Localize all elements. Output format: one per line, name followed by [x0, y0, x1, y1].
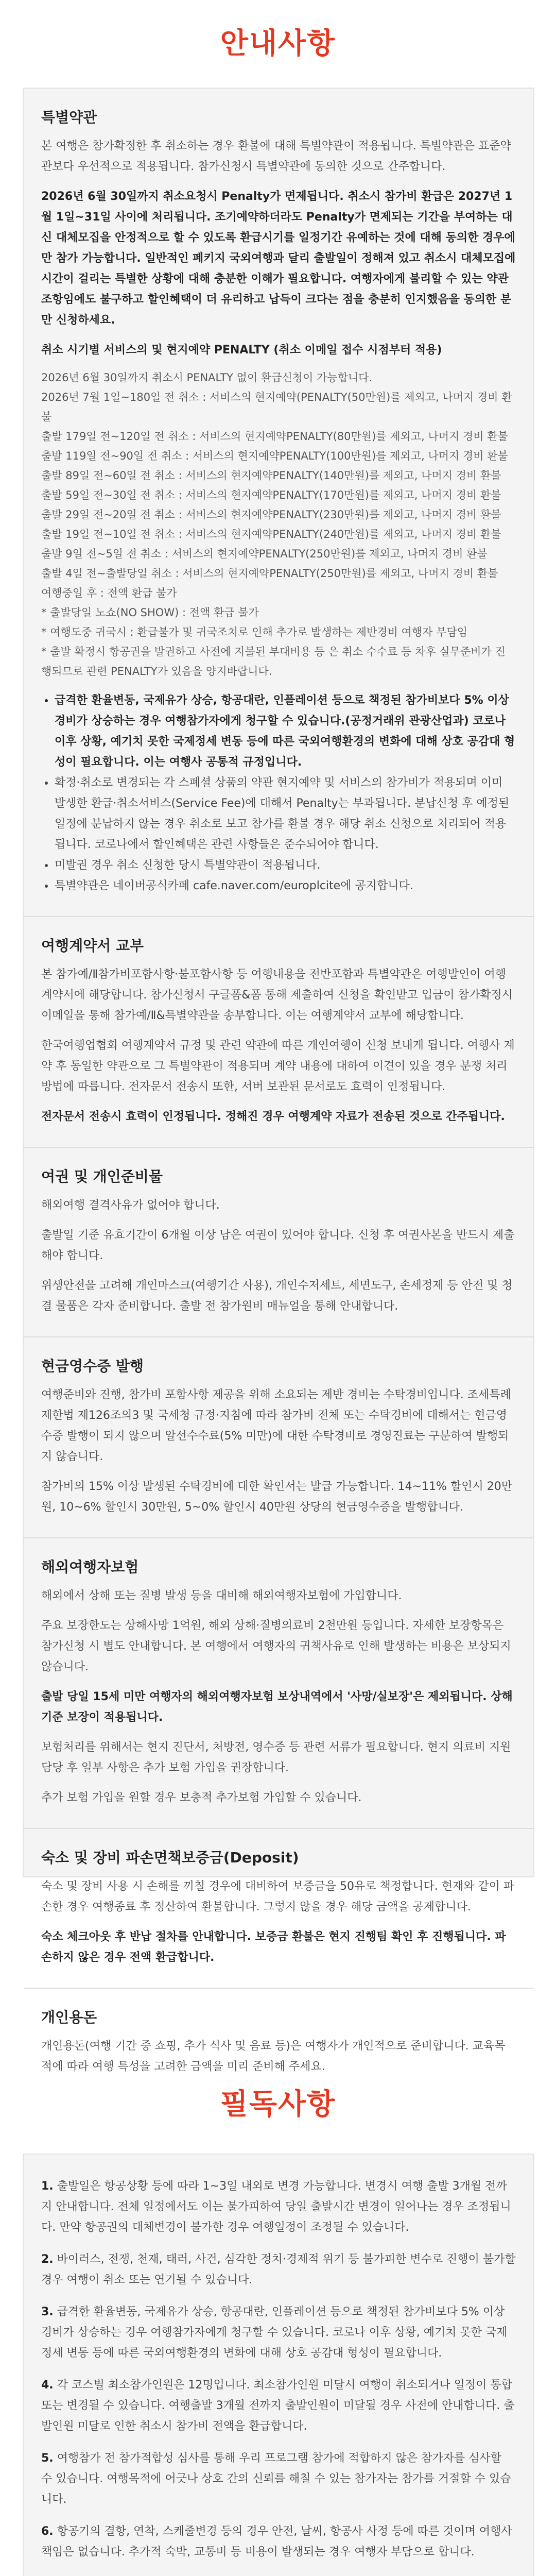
- special-heading: 특별약관: [41, 109, 97, 126]
- personal-p1: 개인용돈(여행 기간 중 쇼핑, 추가 식사 및 음료 등)은 여행자가 개인적으로 준비합니다. 교육목적에 따라 여행 특성을 고려한 금액을 미리 준비해 주세요.: [41, 2040, 506, 2073]
- rule-item: 출발 4일 전~출발당일 취소 : 서비스의 현지예약PENALTY(250만원)를 제외고, 나머지 경비 환불: [41, 567, 498, 580]
- receipt-p2: 참가비의 15% 이상 발생된 수탁경비에 대한 확인서는 발급 가능합니다. 14~11% 할인시 20만원, 10~6% 할인시 30만원, 5~0% 할인시 40만원 상당의 현금영수증을 발행합니다.: [41, 1480, 512, 1514]
- insurance-section: [24, 1586, 533, 1808]
- must-item: 6. 항공기의 결항, 연착, 스케줄변경 등의 경우 안전, 날씨, 항공사 사정 등에 따른 것이며 여행사 책임은 없습니다. 추가적 숙박, 교통비 등 비용이 발생되는 경우 여행자 부담으로 합니다.: [41, 2525, 512, 2558]
- special-bullets: [41, 690, 516, 896]
- rule-item: 2026년 6월 30일까지 취소시 PENALTY 없이 환급신청이 가능합니다.: [41, 371, 373, 384]
- must-item: 1. 출발일은 항공상황 등에 따라 1~3일 내외로 변경 가능합니다. 변경시 여행 출발 3개월 전까지 안내합니다. 전체 일정에서도 이는 불가피하여 당일 출발시간 변경이 일어나는 경우 조정됩니다. 만약 항공권의 대체변경이 불가한 경우 여행일정이 조정될 수 있습니다.: [41, 2180, 511, 2234]
- rules-list: [41, 368, 516, 681]
- personal-heading: 개인용돈: [41, 2009, 97, 2026]
- rule-item: 출발 119일 전~90일 전 취소 : 서비스의 현지예약PENALTY(100만원)를 제외고, 나머지 경비 환불: [41, 450, 508, 462]
- special-p1: 본 여행은 참가확정한 후 취소하는 경우 환불에 대해 특별약관이 적용됩니다. 특별약관은 표준약관보다 우선적으로 적용됩니다. 참가신청시 특별약관에 동의한 것으로 간주합니다.: [41, 140, 511, 173]
- rule-item: 출발 89일 전~60일 전 취소 : 서비스의 현지예약PENALTY(140만원)를 제외고, 나머지 경비 환불: [41, 469, 501, 482]
- must-item: 4. 각 코스별 최소참가인원은 12명입니다. 최소참가인원 미달시 여행이 취소되거나 일정이 통합 또는 변경될 수 있습니다. 여행출발 3개월 전까지 출발인원이 미달될 경우 사전에 안내합니다. 출발인원 미달로 인한 취소시 참가비 전액을 환급합니다.: [41, 2379, 515, 2433]
- insurance-p1: 해외에서 상해 또는 질병 발생 등을 대비해 해외여행자보험에 가입합니다.: [41, 1589, 402, 1602]
- deposit-p1: 숙소 및 장비 사용 시 손해를 끼칠 경우에 대비하여 보증금을 50유로 책정합니다. 현재와 같이 파손한 경우 여행종료 후 정산하여 환불합니다. 그렇지 않을 경우 해당 금액을 공제합니다.: [41, 1880, 515, 1913]
- rule-item: * 여행도중 귀국시 : 환급불가 및 귀국조치로 인해 추가로 발생하는 제반경비 여행자 부담임: [41, 626, 467, 638]
- bullet-item: • 확정·취소로 변경되는 각 스폐셜 상품의 약관 현지예약 및 서비스의 참가비가 적용되며 이미 발생한 환급·취소서비스(Service Fee)에 대해서 Penalty는 부과됩니다. 분납신청 후 예정된 일정에 분납하지 않는 경우 취소로 보고 참가를 환불 경우 해당 취소 신청으로 처리되어 적용됩니다. 코로나에서 할인혜택은 관련 사항들은 준수되어야 합니다.: [55, 773, 516, 855]
- rules-title: 취소 시기별 서비스의 및 현지예약 PENALTY (취소 이메일 접수 시점부터 적용): [41, 344, 442, 357]
- bullet-item: • 특별약관은 네이버공식카페 cafe.naver.com/europlcite에 공지합니다.: [55, 876, 516, 896]
- passport-p2: 출발일 기준 유효기간이 6개월 이상 남은 여권이 있어야 합니다. 신청 후 여권사본을 반드시 제출해야 합니다.: [41, 1229, 515, 1262]
- insurance-heading: 해외여행자보험: [41, 1558, 139, 1575]
- rule-item: 여행중일 후 : 전액 환급 불가: [41, 587, 177, 599]
- bullet-item: • 급격한 환율변동, 국제유가 상승, 항공대란, 인플레이션 등으로 책정된 참가비보다 5% 이상 경비가 상승하는 경우 여행참가자에게 청구할 수 있습니다.(공정거래위 관광산업과) 코로나 이후 상황, 예기치 못한 국제정세 변동 등에 따른 국외여행환경의 변화에 대해 상호 공감대 형성이 필요합니다. 이는 여행사 공통적 규정입니다.: [55, 690, 516, 773]
- rule-item: 출발 59일 전~30일 전 취소 : 서비스의 현지예약PENALTY(170만원)를 제외고, 나머지 경비 환불: [41, 489, 501, 501]
- receipt-heading: 현금영수증 발행: [41, 1358, 144, 1375]
- deposit-p2: 숙소 체크아웃 후 반납 절차를 안내합니다. 보증금 환불은 현지 진행팀 확인 후 진행됩니다. 파손하지 않은 경우 전액 환급합니다.: [41, 1930, 506, 1964]
- page-title: 안내사항: [220, 27, 336, 60]
- bullet-item: • 미발권 경우 취소 신청한 당시 특별약관이 적용됩니다.: [55, 855, 516, 876]
- insurance-p2: 주요 보장한도는 상해사망 1억원, 해외 상해·질병의료비 2천만원 등입니다. 자세한 보장항목은 참가신청 시 별도 안내합니다. 본 여행에서 여행자의 귀책사유로 인해 발생하는 비용은 보상되지 않습니다.: [41, 1619, 511, 1673]
- must-box: [23, 2154, 534, 2576]
- must-title: 필독사항: [220, 2088, 336, 2121]
- must-item: [41, 2574, 516, 2576]
- must-item: 5. 여행참가 전 참가적합성 심사를 통해 우리 프로그램 참가에 적합하지 않은 참가자를 심사할 수 있습니다. 여행목적에 어긋나 상호 간의 신뢰를 해칠 수 있는 참가자는 참가를 거절할 수 있습니다.: [41, 2452, 511, 2506]
- passport-heading: 여권 및 개인준비물: [41, 1168, 163, 1185]
- rule-item: * 출발 확정시 항공권을 발권하고 사전에 지불된 부대비용 등 은 취소 수수료 등 차후 실무준비가 진행되므로 관련 PENALTY가 있음을 양지바랍니다.: [41, 646, 506, 677]
- rule-item: 2026년 7월 1일~180일 전 취소 : 서비스의 현지예약(PENALTY(50만원)를 제외고, 나머지 경비 환불: [41, 391, 512, 423]
- rule-item: 출발 9일 전~5일 전 취소 : 서비스의 현지예약PENALTY(250만원)를 제외고, 나머지 경비 환불: [41, 548, 488, 560]
- special-p2: 2026년 6월 30일까지 취소요청시 Penalty가 면제됩니다. 취소시 참가비 환급은 2027년 1월 1일~31일 사이에 처리됩니다. 조기예약하더라도 Penalty가 면제되는 기간을 부여하는 대신 대체모집을 안정적으로 할 수 있도록 환급시기를 일정기간 유예하는 것에 대해 동의한 경우에만 참가 가능합니다. 일반적인 페키지 국외여행과 달리 출발일이 정해져 있고 취소시 대체모집에 시간이 걸리는 특별한 상황에 대해 충분한 이해가 필요합니다. 여행자에게 불리할 수 있는 약관 조항임에도 불구하고 할인혜택이 더 유리하고 납득이 크다는 점을 충분히 인지했음을 동의한 분만 신청하세요.: [41, 190, 516, 327]
- receipt-p1: 여행준비와 진행, 참가비 포함사항 제공을 위해 소요되는 제반 경비는 수탁경비입니다. 조세특례제한법 제126조의3 및 국세청 규정·지침에 따라 참가비 전체 또는 수탁경비에 대해서는 현금영수증 발행이 되지 않으며 알선수수료(5% 미만)에 대한 수탁경비로 경영진료는 구분하여 발행되지 않습니다.: [41, 1388, 511, 1463]
- must-item: 3. 급격한 환율변동, 국제유가 상승, 항공대란, 인플레이션 등으로 책정된 참가비보다 5% 이상 경비가 상승하는 경우 여행참가자에게 청구할 수 있습니다. 코로나 이후 상황, 예기치 못한 국제정세 변동 등에 따른 국외여행환경의 변화에 대해 상호 공감대 형성이 필요합니다.: [41, 2306, 508, 2360]
- transfer-p3: 전자문서 전송시 효력이 인정됩니다. 정해진 경우 여행계약 자료가 전송된 것으로 간주됩니다.: [41, 1110, 505, 1123]
- receipt-section: [24, 1385, 533, 1518]
- rule-item: 출발 179일 전~120일 전 취소 : 서비스의 현지예약PENALTY(80만원)를 제외고, 나머지 경비 환불: [41, 430, 508, 443]
- transfer-p2: 한국여행업협회 여행계약서 규정 및 관련 약관에 따른 개인여행이 신청 보내게 됩니다. 여행사 계약 후 동일한 약관으로 그 특별약관이 적용되며 계약 내용에 대하여 이견이 있을 경우 분쟁 처리 방법에 따릅니다. 전자문서 전송시 또한, 서버 보관된 문서로도 효력이 인정됩니다.: [41, 1039, 515, 1093]
- passport-section: [24, 1195, 533, 1317]
- must-header: [0, 2061, 556, 2143]
- rule-item: 출발 29일 전~20일 전 취소 : 서비스의 현지예약PENALTY(230만원)를 제외고, 나머지 경비 환불: [41, 509, 501, 521]
- insurance-p5: 추가 보험 가입을 원할 경우 보충적 추가보험 가입할 수 있습니다.: [41, 1791, 362, 1804]
- passport-p1: 해외여행 결격사유가 없어야 합니다.: [41, 1199, 220, 1212]
- insurance-p4: 보험처리를 위해서는 현지 진단서, 처방전, 영수증 등 관련 서류가 필요합니다. 현지 의료비 지원 담당 후 일부 사항은 추가 보험 가입을 권장합니다.: [41, 1741, 511, 1774]
- insurance-p3: 출발 당일 15세 미만 여행자의 해외여행자보험 보상내역에서 '사망/실보장'은 제외됩니다. 상해 기준 보장이 적용됩니다.: [41, 1690, 513, 1724]
- deposit-section: [24, 1876, 533, 1968]
- passport-p3: 위생안전을 고려해 개인마스크(여행기간 사용), 개인수저세트, 세면도구, 손세정제 등 안전 및 청결 물품은 각자 준비합니다. 출발 전 참가원비 매뉴얼을 통해 안내합니다.: [41, 1279, 513, 1313]
- deposit-heading: 숙소 및 장비 파손면책보증금(Deposit): [41, 1849, 299, 1866]
- must-item: 2. 바이러스, 전쟁, 천재, 태러, 사건, 심각한 정치·경제적 위기 등 불가피한 변수로 진행이 불가할 경우 여행이 취소 또는 연기될 수 있습니다.: [41, 2253, 516, 2286]
- rule-item: * 출발당일 노쇼(NO SHOW) : 전액 환급 불가: [41, 606, 259, 619]
- info-box: [23, 88, 534, 2073]
- transfer-p1: 본 참가예/Ⅱ참가비포함사항·불포함사항 등 여행내용을 전반포함과 특별약관은 여행발인이 여행계약서에 해당합니다. 참가신청서 구글폼&폼 통해 제출하여 신청을 확인받고 입금이 참가확정시 이메일을 통해 참가예/Ⅱ&특별약관을 송부합니다. 이는 여행계약서 교부에 해당합니다.: [41, 968, 513, 1022]
- header: [0, 0, 556, 82]
- special-section: [24, 136, 533, 896]
- transfer-section: [24, 964, 533, 1127]
- rule-item: 출발 19일 전~10일 전 취소 : 서비스의 현지예약PENALTY(240만원)를 제외고, 나머지 경비 환불: [41, 528, 501, 540]
- must-list: [24, 2155, 533, 2576]
- transfer-heading: 여행계약서 교부: [41, 937, 144, 954]
